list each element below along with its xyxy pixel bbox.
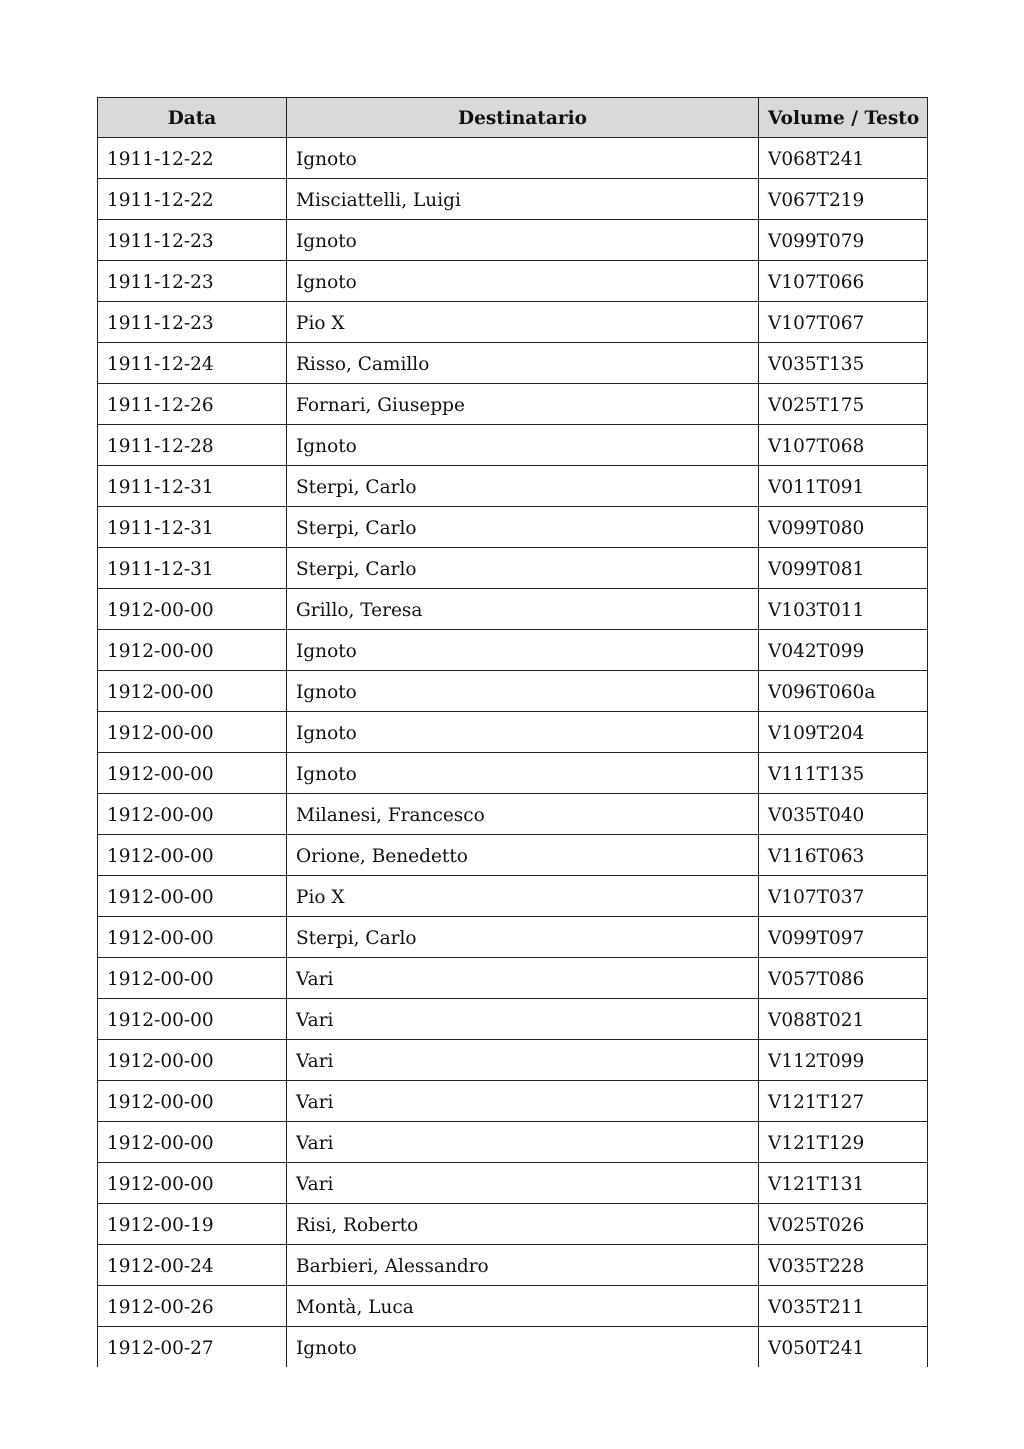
table-row (98, 1040, 928, 1081)
table-row (98, 1122, 928, 1163)
cell-volume: V107T067 (759, 302, 928, 343)
cell-recipient: Pio X (287, 302, 759, 343)
cell-volume: V067T219 (759, 179, 928, 220)
cell-volume: V107T068 (759, 425, 928, 466)
cell-date: 1912-00-00 (98, 1081, 287, 1122)
cell-recipient: Ignoto (287, 138, 759, 179)
cell-recipient: Pio X (287, 876, 759, 917)
cell-volume: V025T175 (759, 384, 928, 425)
cell-date: 1911-12-31 (98, 548, 287, 589)
cell-recipient: Fornari, Giuseppe (287, 384, 759, 425)
table-row (98, 1327, 928, 1368)
cell-volume: V111T135 (759, 753, 928, 794)
cell-recipient: Orione, Benedetto (287, 835, 759, 876)
cell-volume: V109T204 (759, 712, 928, 753)
cell-volume: V107T066 (759, 261, 928, 302)
table-header (98, 98, 928, 138)
cell-date: 1911-12-28 (98, 425, 287, 466)
table-row (98, 630, 928, 671)
cell-date: 1912-00-00 (98, 1040, 287, 1081)
table-row (98, 261, 928, 302)
cell-volume: V042T099 (759, 630, 928, 671)
cell-date: 1911-12-23 (98, 302, 287, 343)
cell-recipient: Vari (287, 1163, 759, 1204)
cell-recipient: Montà, Luca (287, 1286, 759, 1327)
cell-volume: V121T131 (759, 1163, 928, 1204)
cell-date: 1912-00-00 (98, 835, 287, 876)
cell-volume: V112T099 (759, 1040, 928, 1081)
cell-date: 1912-00-26 (98, 1286, 287, 1327)
table-row (98, 589, 928, 630)
cell-volume: V011T091 (759, 466, 928, 507)
letters-table (97, 97, 928, 1367)
cell-volume: V035T211 (759, 1286, 928, 1327)
cell-date: 1911-12-31 (98, 507, 287, 548)
cell-date: 1912-00-00 (98, 876, 287, 917)
cell-recipient: Vari (287, 958, 759, 999)
cell-recipient: Ignoto (287, 261, 759, 302)
table-row (98, 384, 928, 425)
cell-volume: V035T040 (759, 794, 928, 835)
column-header-date: Data (98, 98, 287, 138)
cell-volume: V099T080 (759, 507, 928, 548)
cell-recipient: Misciattelli, Luigi (287, 179, 759, 220)
table-row (98, 179, 928, 220)
cell-volume: V099T079 (759, 220, 928, 261)
cell-date: 1912-00-00 (98, 794, 287, 835)
cell-recipient: Risso, Camillo (287, 343, 759, 384)
cell-date: 1911-12-31 (98, 466, 287, 507)
table-row (98, 712, 928, 753)
table-row (98, 917, 928, 958)
cell-date: 1912-00-27 (98, 1327, 287, 1368)
cell-date: 1911-12-23 (98, 220, 287, 261)
cell-volume: V068T241 (759, 138, 928, 179)
table-row (98, 343, 928, 384)
cell-volume: V121T127 (759, 1081, 928, 1122)
table-row (98, 425, 928, 466)
cell-volume: V050T241 (759, 1327, 928, 1368)
cell-date: 1911-12-23 (98, 261, 287, 302)
cell-recipient: Grillo, Teresa (287, 589, 759, 630)
cell-date: 1912-00-00 (98, 999, 287, 1040)
cell-date: 1912-00-24 (98, 1245, 287, 1286)
cell-recipient: Sterpi, Carlo (287, 466, 759, 507)
column-header-recipient: Destinatario (287, 98, 759, 138)
cell-date: 1911-12-22 (98, 138, 287, 179)
table-row (98, 138, 928, 179)
cell-volume: V116T063 (759, 835, 928, 876)
cell-recipient: Ignoto (287, 425, 759, 466)
cell-date: 1911-12-22 (98, 179, 287, 220)
table-row (98, 1081, 928, 1122)
cell-recipient: Vari (287, 1040, 759, 1081)
cell-recipient: Ignoto (287, 753, 759, 794)
cell-date: 1912-00-00 (98, 1163, 287, 1204)
cell-date: 1912-00-00 (98, 589, 287, 630)
cell-date: 1912-00-00 (98, 712, 287, 753)
cell-date: 1912-00-00 (98, 958, 287, 999)
cell-volume: V099T081 (759, 548, 928, 589)
cell-recipient: Sterpi, Carlo (287, 917, 759, 958)
cell-recipient: Milanesi, Francesco (287, 794, 759, 835)
cell-date: 1912-00-00 (98, 917, 287, 958)
cell-recipient: Risi, Roberto (287, 1204, 759, 1245)
cell-recipient: Sterpi, Carlo (287, 548, 759, 589)
table-row (98, 507, 928, 548)
cell-date: 1912-00-00 (98, 671, 287, 712)
table-row (98, 958, 928, 999)
cell-volume: V107T037 (759, 876, 928, 917)
cell-recipient: Ignoto (287, 1327, 759, 1368)
cell-volume: V121T129 (759, 1122, 928, 1163)
table-row (98, 794, 928, 835)
cell-date: 1912-00-00 (98, 1122, 287, 1163)
table-row (98, 548, 928, 589)
cell-volume: V025T026 (759, 1204, 928, 1245)
table-row (98, 753, 928, 794)
cell-recipient: Sterpi, Carlo (287, 507, 759, 548)
table-row (98, 1286, 928, 1327)
header-row (98, 98, 928, 138)
table-row (98, 302, 928, 343)
column-header-volume: Volume / Testo (759, 98, 928, 138)
cell-volume: V035T228 (759, 1245, 928, 1286)
cell-date: 1912-00-19 (98, 1204, 287, 1245)
table-row (98, 876, 928, 917)
cell-date: 1912-00-00 (98, 630, 287, 671)
cell-volume: V099T097 (759, 917, 928, 958)
cell-recipient: Barbieri, Alessandro (287, 1245, 759, 1286)
cell-volume: V088T021 (759, 999, 928, 1040)
cell-volume: V096T060a (759, 671, 928, 712)
cell-recipient: Ignoto (287, 712, 759, 753)
cell-volume: V035T135 (759, 343, 928, 384)
cell-recipient: Vari (287, 999, 759, 1040)
table-row (98, 466, 928, 507)
cell-recipient: Vari (287, 1122, 759, 1163)
cell-recipient: Ignoto (287, 630, 759, 671)
cell-date: 1911-12-24 (98, 343, 287, 384)
table-row (98, 1204, 928, 1245)
table-row (98, 835, 928, 876)
cell-volume: V057T086 (759, 958, 928, 999)
cell-recipient: Ignoto (287, 220, 759, 261)
table-body (98, 138, 928, 1368)
cell-recipient: Ignoto (287, 671, 759, 712)
cell-volume: V103T011 (759, 589, 928, 630)
table-row (98, 671, 928, 712)
cell-date: 1912-00-00 (98, 753, 287, 794)
cell-date: 1911-12-26 (98, 384, 287, 425)
table-row (98, 1163, 928, 1204)
cell-recipient: Vari (287, 1081, 759, 1122)
table-row (98, 999, 928, 1040)
table-row (98, 220, 928, 261)
table-row (98, 1245, 928, 1286)
